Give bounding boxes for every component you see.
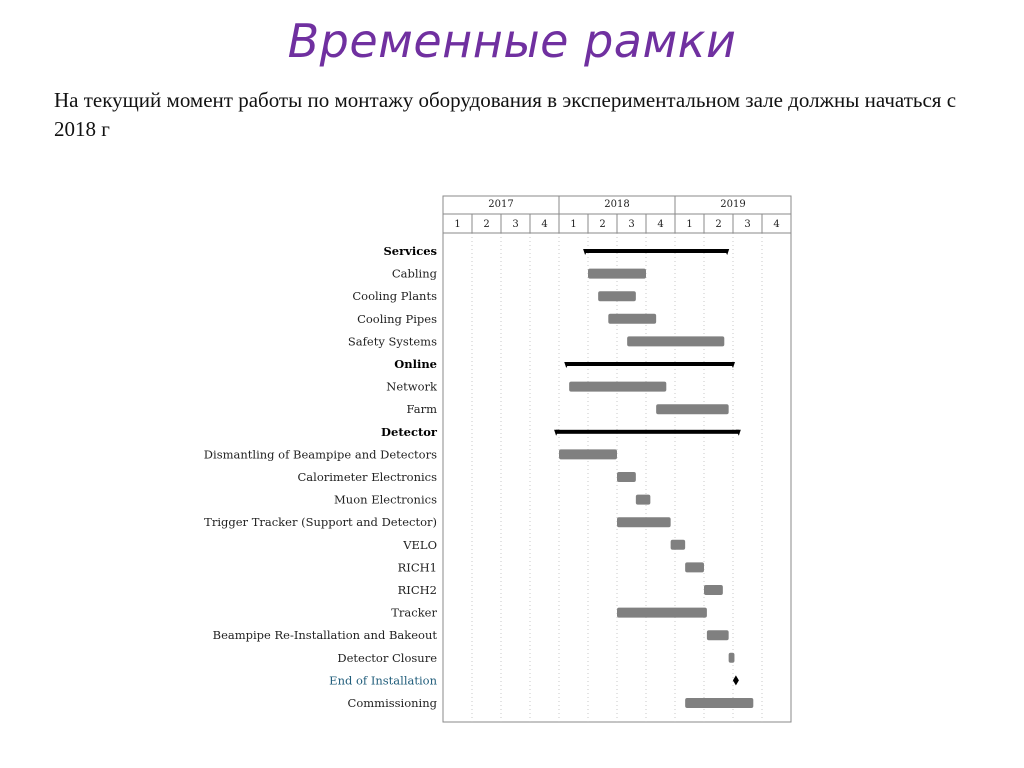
task-bar — [707, 630, 729, 640]
quarter-label: 3 — [512, 219, 519, 230]
task-bar — [704, 585, 723, 595]
task-bar — [636, 495, 651, 505]
task-label: Farm — [406, 402, 437, 417]
year-label: 2018 — [604, 199, 630, 210]
task-label: End of Installation — [329, 673, 437, 688]
task-label: Online — [394, 357, 437, 371]
task-label: RICH2 — [397, 583, 437, 597]
task-label: Network — [386, 379, 437, 394]
quarter-label: 1 — [454, 219, 461, 230]
group-bar — [566, 362, 733, 366]
task-bar — [671, 540, 686, 550]
task-label: Cooling Pipes — [357, 311, 437, 326]
task-bar — [559, 449, 617, 459]
task-bar — [627, 336, 724, 346]
quarter-label: 2 — [483, 219, 490, 230]
task-label: Beampipe Re-Installation and Bakeout — [212, 628, 437, 643]
slide-body-text: На текущий момент работы по монтажу оборудования в экспериментальном зале должны начаться с 2018 г — [54, 88, 957, 141]
task-label: Cabling — [391, 266, 437, 281]
quarter-label: 2 — [715, 219, 722, 230]
task-bar — [569, 382, 666, 392]
task-label: VELO — [403, 537, 437, 552]
year-label: 2017 — [488, 199, 514, 210]
quarter-label: 1 — [570, 219, 577, 230]
task-label: Commissioning — [347, 696, 437, 710]
task-label: Dismantling of Beampipe and Detectors — [203, 447, 437, 462]
quarter-label: 3 — [628, 219, 635, 230]
task-bar — [685, 698, 753, 708]
task-bar — [588, 269, 646, 279]
task-label: Calorimeter Electronics — [297, 470, 437, 484]
quarter-label: 4 — [541, 219, 548, 230]
task-bar — [656, 404, 729, 414]
task-bar — [617, 517, 671, 527]
quarter-label: 4 — [657, 219, 664, 230]
group-bar — [585, 249, 727, 253]
task-bar — [608, 314, 656, 324]
task-bar — [729, 653, 735, 663]
task-label: Detector Closure — [337, 650, 437, 665]
task-bar — [598, 291, 636, 301]
quarter-label: 1 — [686, 219, 693, 230]
chart-labels — [204, 244, 438, 710]
quarter-label: 2 — [599, 219, 606, 230]
year-label: 2019 — [720, 199, 746, 210]
task-bar — [617, 608, 707, 618]
task-bar — [617, 472, 636, 482]
task-label: Services — [383, 244, 437, 258]
quarter-label: 4 — [773, 219, 780, 230]
slide-title: Временные рамки — [287, 14, 737, 68]
task-label: Muon Electronics — [334, 492, 437, 507]
task-label: Tracker — [391, 605, 437, 620]
task-label: RICH1 — [397, 560, 437, 575]
task-label: Detector — [381, 424, 437, 439]
task-bar — [685, 562, 704, 572]
quarter-label: 3 — [744, 219, 751, 230]
task-label: Cooling Plants — [352, 289, 437, 304]
group-bar — [556, 430, 739, 434]
task-label: Safety Systems — [347, 334, 437, 349]
task-label: Trigger Tracker (Support and Detector) — [204, 515, 437, 530]
